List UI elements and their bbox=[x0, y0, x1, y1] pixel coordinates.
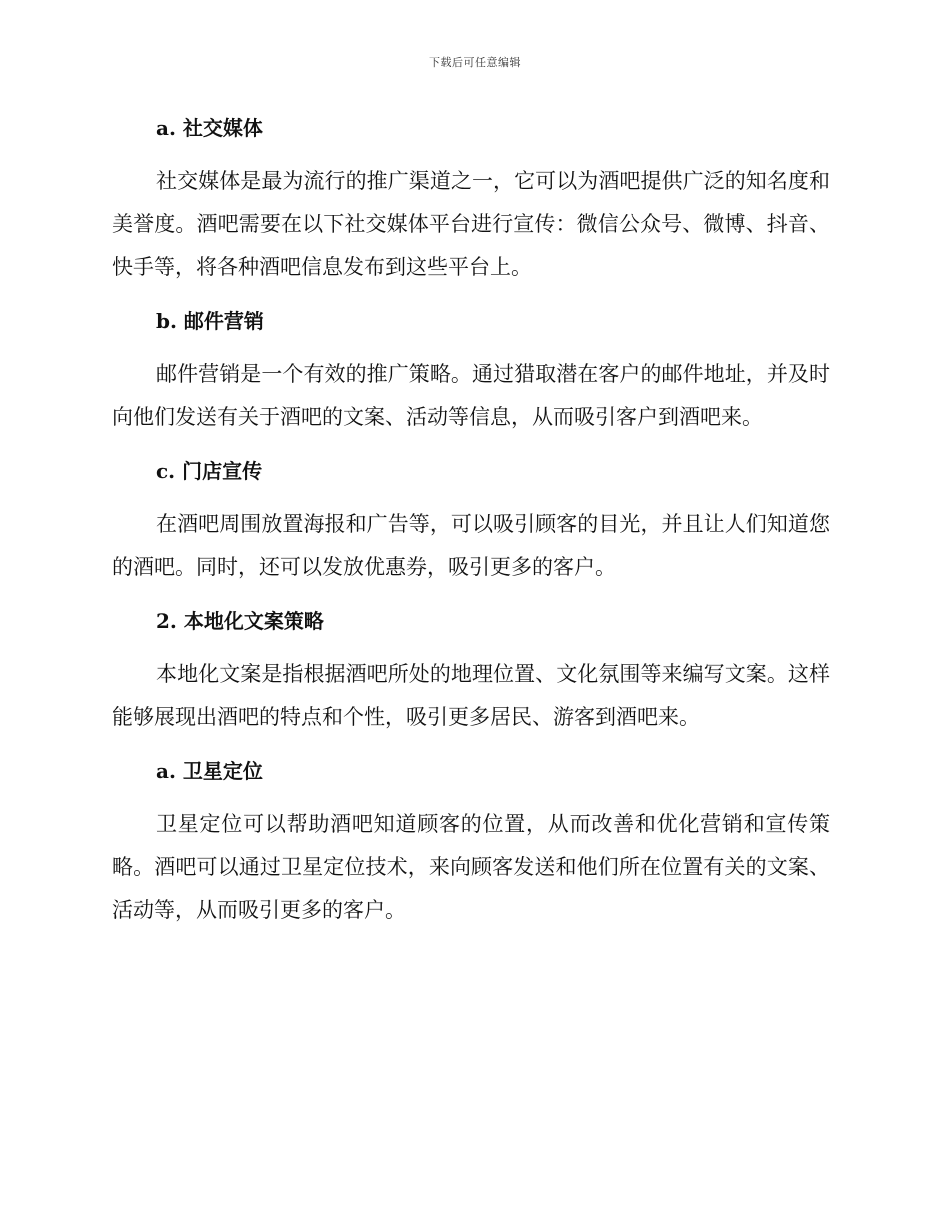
section-paragraph: 本地化文案是指根据酒吧所处的地理位置、文化氛围等来编写文案。这样能够展现出酒吧的特点和个性，吸引更多居民、游客到酒吧来。 bbox=[112, 662, 830, 729]
section-email-marketing bbox=[112, 301, 830, 439]
section-heading: c. 门店宣传 bbox=[156, 459, 263, 483]
section-localized-copy-strategy bbox=[112, 601, 830, 739]
header-note: 下载后可任意编辑 bbox=[429, 56, 521, 69]
section-heading: a. 卫星定位 bbox=[156, 759, 263, 783]
section-paragraph: 邮件营销是一个有效的推广策略。通过猎取潜在客户的邮件地址，并及时向他们发送有关于酒吧的文案、活动等信息，从而吸引客户到酒吧来。 bbox=[112, 362, 830, 429]
section-store-promotion bbox=[112, 451, 830, 589]
section-paragraph: 社交媒体是最为流行的推广渠道之一，它可以为酒吧提供广泛的知名度和美誉度。酒吧需要在以下社交媒体平台进行宣传：微信公众号、微博、抖音、快手等，将各种酒吧信息发布到这些平台上。 bbox=[112, 169, 830, 279]
section-heading: 2. 本地化文案策略 bbox=[156, 609, 324, 633]
document-body bbox=[112, 108, 830, 932]
section-paragraph: 卫星定位可以帮助酒吧知道顾客的位置，从而改善和优化营销和宣传策略。酒吧可以通过卫星定位技术，来向顾客发送和他们所在位置有关的文案、活动等，从而吸引更多的客户。 bbox=[112, 812, 830, 922]
section-satellite-positioning bbox=[112, 751, 830, 932]
section-social-media bbox=[112, 108, 830, 289]
section-heading: a. 社交媒体 bbox=[156, 116, 263, 140]
section-paragraph: 在酒吧周围放置海报和广告等，可以吸引顾客的目光，并且让人们知道您的酒吧。同时，还可以发放优惠券，吸引更多的客户。 bbox=[112, 512, 830, 579]
section-heading: b. 邮件营销 bbox=[156, 309, 264, 333]
